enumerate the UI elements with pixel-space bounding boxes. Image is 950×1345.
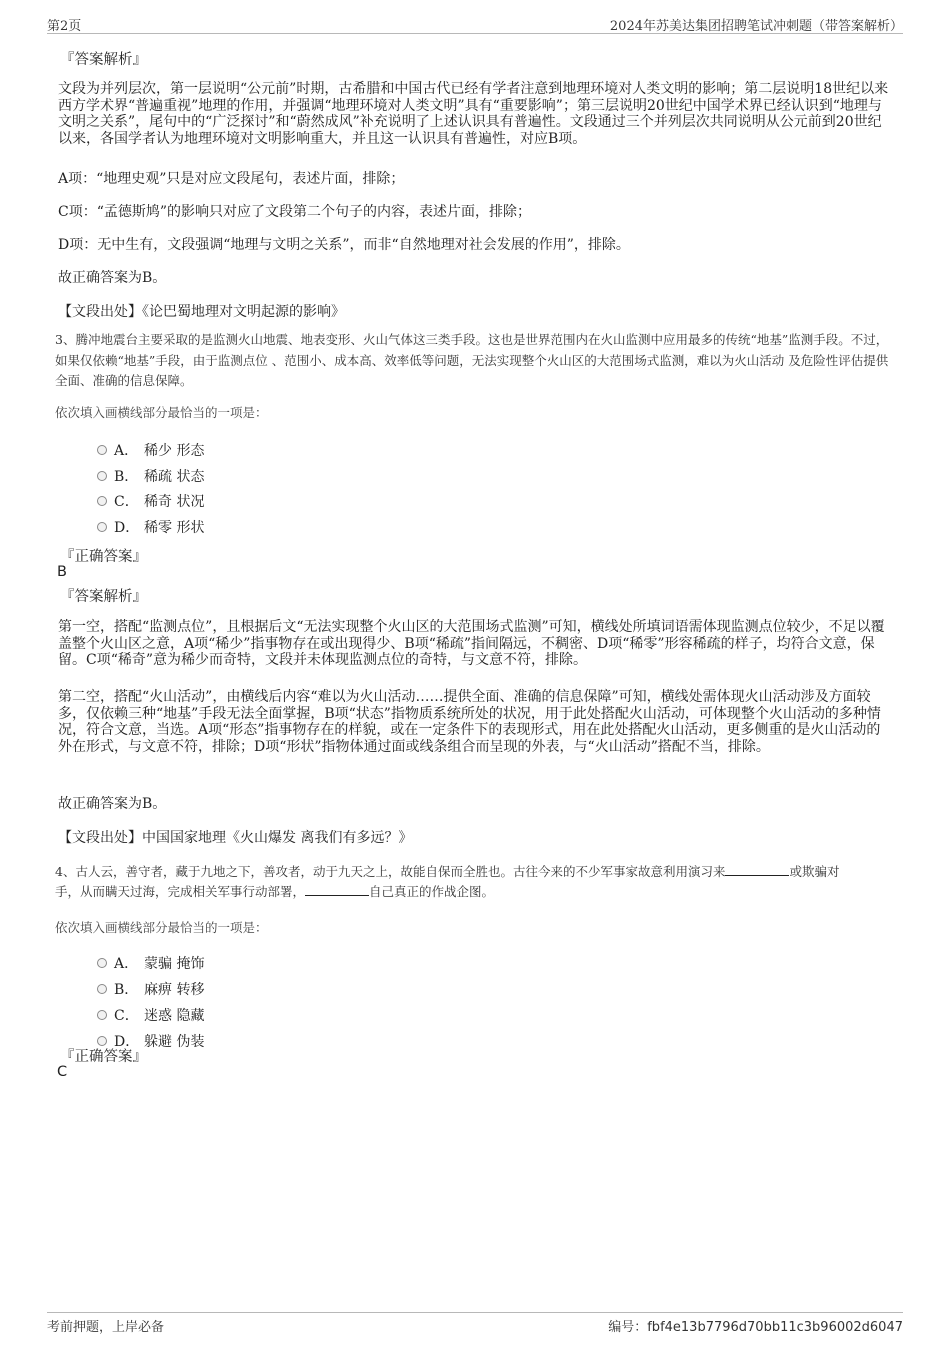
passage-source: 【文段出处】中国国家地理《火山爆发 离我们有多远？》 (58, 830, 413, 846)
radio-button[interactable] (97, 445, 107, 455)
correct-answer-value: B (57, 564, 67, 580)
question-4-option-b[interactable]: B． 麻痹 转移 (97, 979, 204, 999)
passage-source: 【文段出处】《论巴蜀地理对文明起源的影响》 (58, 304, 345, 320)
question-4-text-line-1: 4、古人云，善守者，藏于九地之下，善攻者，动于九天之上，故能自保而全胜也。古往今来的不少军事家故意利用演习来 或欺骗对 (55, 864, 840, 879)
question-4-option-a[interactable]: A． 蒙骗 掩饰 (97, 953, 204, 973)
question-4-option-c[interactable]: C． 迷惑 隐藏 (97, 1005, 204, 1025)
analysis-option-a: A项：“地理史观”只是对应文段尾句，表述片面，排除； (58, 171, 405, 187)
radio-button[interactable] (97, 471, 107, 481)
analysis-paragraph: 文段为并列层次，第一层说明“公元前”时期，古希腊和中国古代已经有学者注意到地理环境对人类文明的影响；第二层说明18世纪以来西方学术界“普遍重视”地理的作用，并强调“地理环境对人类文明”具有“重要影响”；第三层说明20世纪中国学术界已经认识到“地理与文明之关系”，尾句中的“广泛探讨”和“蔚然成风”补充说明了上述认识具有普遍性。文段通过三个并列层次共同说明从公元前到20世纪以来，各国学者认为地理环境对文明影响重大，并且这一认识具有普遍性，对应B项。 (58, 81, 889, 147)
question-3-option-d[interactable]: D． 稀零 形状 (97, 517, 204, 537)
correct-answer-value: C (57, 1064, 68, 1080)
radio-button[interactable] (97, 984, 107, 994)
page-number: 第2页 (47, 19, 82, 34)
analysis-blank-2: 第二空，搭配“火山活动”，由横线后内容“难以为火山活动……提供全面、准确的信息保障”可知，横线处需体现火山活动涉及方面较多，仅依赖三种“地基”手段无法全面掌握，B项“状态”指物质系统所处的状况，用于此处搭配火山活动，可体现整个火山活动的多种情况，符合文意，当选。A项“形态”指事物存在的样貌，或在一定条件下的表现形式，用在此处搭配火山活动，更多侧重的是火山活动的外在形式，与文意不符，排除；D项“形状”指物体通过面或线条组合而呈现的外表，与“火山活动”搭配不当，排除。 (58, 689, 881, 755)
document-id: 编号：fbf4e13b7796d70bb11c3b96002d6047 (608, 1320, 903, 1335)
question-4-prompt: 依次填入画横线部分最恰当的一项是： (55, 920, 268, 935)
correct-answer-label: 『正确答案』 (60, 549, 147, 565)
analysis-label: 『答案解析』 (60, 589, 147, 605)
question-3-option-b[interactable]: B． 稀疏 状态 (97, 466, 204, 486)
question-3-text: 3、腾冲地震台主要采取的是监测火山地震、地表变形、火山气体这三类手段。这也是世界范围内在火山监测中应用最多的传统“地基”监测手段。不过，如果仅依赖“地基”手段，由于监测点位 、范围小、成本高、效率低等问题，无法实现整个火山区的大范围场式监测，难以为火山活动 及危险性评估提供全面、准确的信息保障。 (55, 332, 889, 388)
footer-slogan: 考前押题，上岸必备 (47, 1320, 165, 1335)
correct-answer-label: 『正确答案』 (60, 1049, 147, 1065)
radio-button[interactable] (97, 958, 107, 968)
question-3-option-a[interactable]: A． 稀少 形态 (97, 440, 204, 460)
analysis-label: 『答案解析』 (60, 52, 147, 68)
analysis-blank-1: 第一空，搭配“监测点位”，且根据后文“无法实现整个火山区的大范围场式监测”可知，横线处所填词语需体现监测点位较少，不足以覆盖整个火山区之意，A项“稀少”指事物存在或出现得少、B项“稀疏”指间隔远，不稠密、D项“稀零”形容稀疏的样子，均符合文意，保留。C项“稀奇”意为稀少而奇特，文段并未体现监测点位的奇特，与文意不符，排除。 (58, 619, 885, 668)
question-4-option-d[interactable]: D． 躲避 伪装 (97, 1031, 204, 1051)
analysis-option-d: D项：无中生有，文段强调“地理与文明之关系”，而非“自然地理对社会发展的作用”，排除。 (58, 237, 630, 253)
page-footer (47, 1312, 903, 1333)
radio-button[interactable] (97, 496, 107, 506)
radio-button[interactable] (97, 522, 107, 532)
answer-blank (725, 863, 789, 876)
answer-blank (305, 883, 369, 896)
question-3-prompt: 依次填入画横线部分最恰当的一项是： (55, 405, 268, 420)
question-4-text-line-2: 手，从而瞒天过海，完成相关军事行动部署， 自己真正的作战企图。 (55, 884, 495, 899)
question-3-option-c[interactable]: C． 稀奇 状况 (97, 491, 204, 511)
analysis-option-c: C项：“孟德斯鸠”的影响只对应了文段第二个句子的内容，表述片面，排除； (58, 204, 532, 220)
answer-conclusion: 故正确答案为B。 (58, 270, 167, 286)
document-title: 2024年苏美达集团招聘笔试冲刺题（带答案解析） (609, 19, 903, 34)
radio-button[interactable] (97, 1010, 107, 1020)
answer-conclusion: 故正确答案为B。 (58, 796, 167, 812)
